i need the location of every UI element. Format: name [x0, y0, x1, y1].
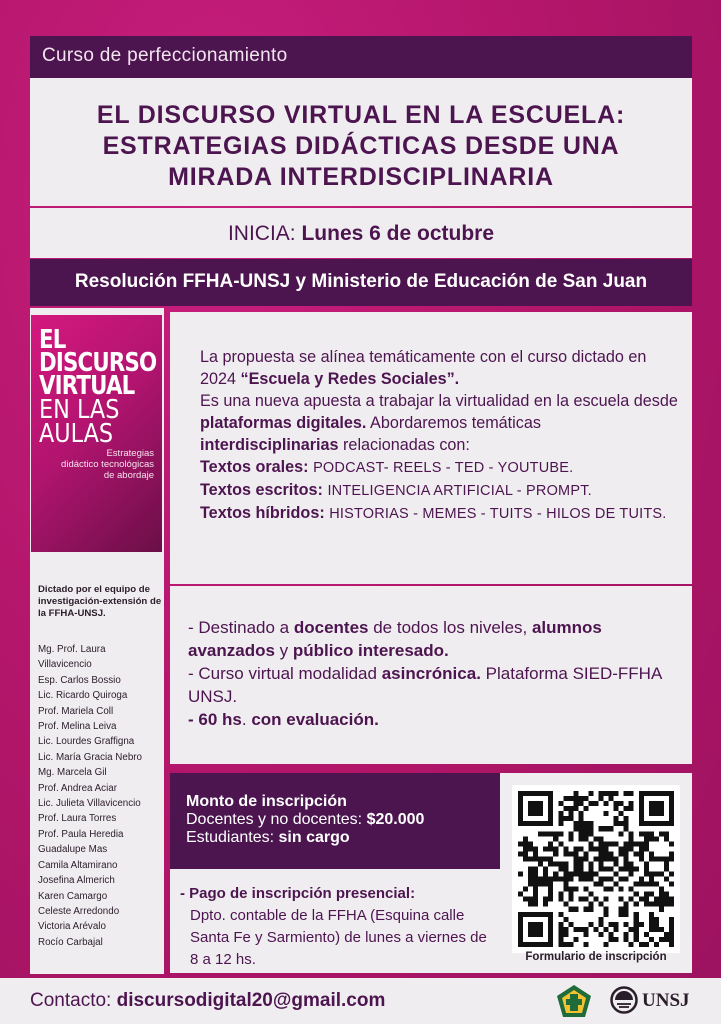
left-sidebar	[30, 308, 164, 974]
list-item: Mg. Prof. Laura	[38, 644, 106, 655]
description-paragraph-2	[200, 390, 680, 456]
contact-label: Contacto:	[30, 990, 117, 1011]
detail-text: - Destinado a	[188, 618, 294, 637]
modality-item	[188, 662, 680, 708]
registration-fee-panel	[170, 773, 500, 869]
written-texts-line	[200, 479, 680, 502]
written-texts-items: INTELIGENCIA ARTIFICIAL - PROMPT.	[327, 483, 592, 499]
book-subtitle-line-1: Estrategias	[106, 448, 154, 459]
fee-docentes-label: Docentes y no docentes:	[186, 811, 367, 828]
start-date-panel	[30, 208, 692, 258]
registration-qr-code[interactable]	[512, 785, 680, 953]
start-date: Lunes 6 de octubre	[301, 222, 495, 245]
detail-highlight: asincrónica.	[381, 664, 481, 683]
detail-highlight: - 60 hs	[188, 710, 242, 729]
title-panel	[30, 78, 692, 206]
description-text: relacionadas con:	[338, 436, 470, 454]
qr-caption: Formulario de inscripción	[525, 951, 667, 963]
list-item: Prof. Mariela Coll	[38, 705, 114, 717]
description-text: Abordaremos temáticas	[366, 414, 541, 432]
list-item: Prof. Laura Torres	[38, 813, 117, 825]
course-description-panel	[170, 312, 692, 584]
detail-text: de todos los niveles,	[368, 618, 532, 637]
course-details-panel	[170, 586, 692, 764]
audience-item	[188, 616, 680, 662]
list-item: Guadalupe Mas	[38, 844, 108, 856]
list-item: Camila Altamirano	[38, 859, 118, 871]
start-label: INICIA:	[227, 222, 302, 245]
fee-students-value: sin cargo	[278, 829, 350, 846]
list-item: Prof. Andrea Aciar	[38, 782, 117, 794]
list-item: Celeste Arredondo	[38, 905, 120, 917]
list-item: Esp. Carlos Bossio	[38, 674, 121, 686]
book-subtitle-line-2: didáctico tecnológicas	[61, 459, 154, 470]
book-subtitle-line-3: de abordaje	[103, 470, 154, 481]
unsj-logo-text: UNSJ	[642, 990, 690, 1011]
book-title-line-3: VIRTUAL	[39, 371, 135, 401]
detail-text: - Curso virtual modalidad	[188, 664, 382, 683]
oral-texts-line	[200, 456, 680, 479]
unsj-emblem-icon	[610, 986, 638, 1014]
detail-text: .	[241, 710, 252, 729]
oral-texts-items: PODCAST- REELS - TED - YOUTUBE.	[313, 460, 574, 476]
book-title-line-2: DISCURSO	[39, 348, 157, 378]
list-item: Lic. Ricardo Quiroga	[38, 690, 128, 702]
hybrid-texts-line	[200, 502, 680, 525]
ffha-logo-icon	[556, 984, 592, 1018]
unsj-logo	[610, 986, 692, 1016]
course-type-label: Curso de perfeccionamiento	[42, 45, 288, 66]
fee-docentes-value: $20.000	[366, 811, 425, 828]
title-line-2: ESTRATEGIAS DIDÁCTICAS DESDE UNA	[102, 132, 620, 160]
payment-details: Dpto. contable de la FFHA (Esquina calle Santa Fe y Sarmiento) de lunes a viernes de 8 a 12 hs.	[190, 907, 487, 968]
qr-panel	[500, 773, 692, 973]
list-item: Josefina Almerich	[38, 875, 115, 887]
team-heading: Dictado por el equipo de investigación-extensión de la FFHA-UNSJ.	[38, 584, 162, 619]
contact-email-link[interactable]: discursodigital20@gmail.com	[116, 990, 386, 1011]
description-text: Es una nueva apuesta a trabajar la virtualidad en la escuela desde	[200, 392, 678, 410]
book-title-line-5: AULAS	[39, 419, 114, 449]
hours-item	[188, 708, 680, 731]
description-paragraph-1	[200, 346, 680, 390]
detail-text: Plataforma SIED-FFHA UNSJ.	[188, 664, 662, 706]
list-item: Prof. Paula Heredia	[38, 828, 124, 840]
list-item: Lic. Lourdes Graffigna	[38, 736, 135, 748]
book-cover-image	[31, 315, 162, 552]
fee-docentes-line	[186, 811, 484, 829]
list-item: Rocío Carbajal	[38, 936, 103, 948]
resolution-banner	[30, 259, 692, 306]
hybrid-texts-label: Textos híbridos:	[200, 504, 325, 522]
written-texts-label: Textos escritos:	[200, 481, 323, 499]
detail-highlight: con evaluación.	[251, 710, 379, 729]
detail-highlight: docentes	[293, 618, 369, 637]
fee-students-label: Estudiantes:	[186, 829, 279, 846]
list-item: Mg. Marcela Gil	[38, 767, 107, 779]
description-text: La propuesta se alínea temáticamente con el curso dictado en 2024	[200, 348, 647, 388]
detail-text: y	[274, 641, 293, 660]
oral-texts-label: Textos orales:	[200, 458, 309, 476]
hybrid-texts-items: HISTORIAS - MEMES - TUITS - HILOS DE TUITS.	[329, 506, 667, 522]
list-item: Victoria Arévalo	[38, 921, 106, 933]
payment-panel	[170, 869, 500, 973]
book-title-line-1: EL	[39, 325, 66, 355]
fee-students-line	[186, 829, 484, 847]
title-line-1: EL DISCURSO VIRTUAL EN LA ESCUELA:	[96, 101, 626, 129]
payment-heading: - Pago de inscripción presencial:	[180, 885, 416, 902]
list-item: Prof. Melina Leiva	[38, 721, 117, 733]
list-item: Karen Camargo	[38, 890, 108, 902]
footer	[0, 978, 721, 1024]
course-type-banner	[30, 36, 692, 78]
list-item: Lic. Julieta Villavicencio	[38, 798, 141, 810]
resolution-text: Resolución FFHA-UNSJ y Ministerio de Educación de San Juan	[74, 271, 648, 292]
team-member-list	[38, 642, 164, 950]
detail-highlight: alumnos avanzados	[188, 618, 602, 660]
list-item: Lic. María Gracia Nebro	[38, 751, 142, 763]
previous-course-name: “Escuela y Redes Sociales”.	[240, 370, 460, 388]
fee-title: Monto de inscripción	[186, 793, 347, 810]
list-item: Villavicencio	[38, 659, 92, 671]
detail-highlight: público interesado.	[292, 641, 449, 660]
highlight-interdisciplinary: interdisciplinarias	[200, 436, 339, 454]
contact-line	[30, 990, 385, 1012]
qr-code-icon	[518, 791, 674, 947]
highlight-platforms: plataformas digitales.	[200, 414, 367, 432]
book-title-line-4: EN LAS	[39, 395, 120, 425]
title-line-3: MIRADA INTERDISCIPLINARIA	[168, 163, 554, 191]
